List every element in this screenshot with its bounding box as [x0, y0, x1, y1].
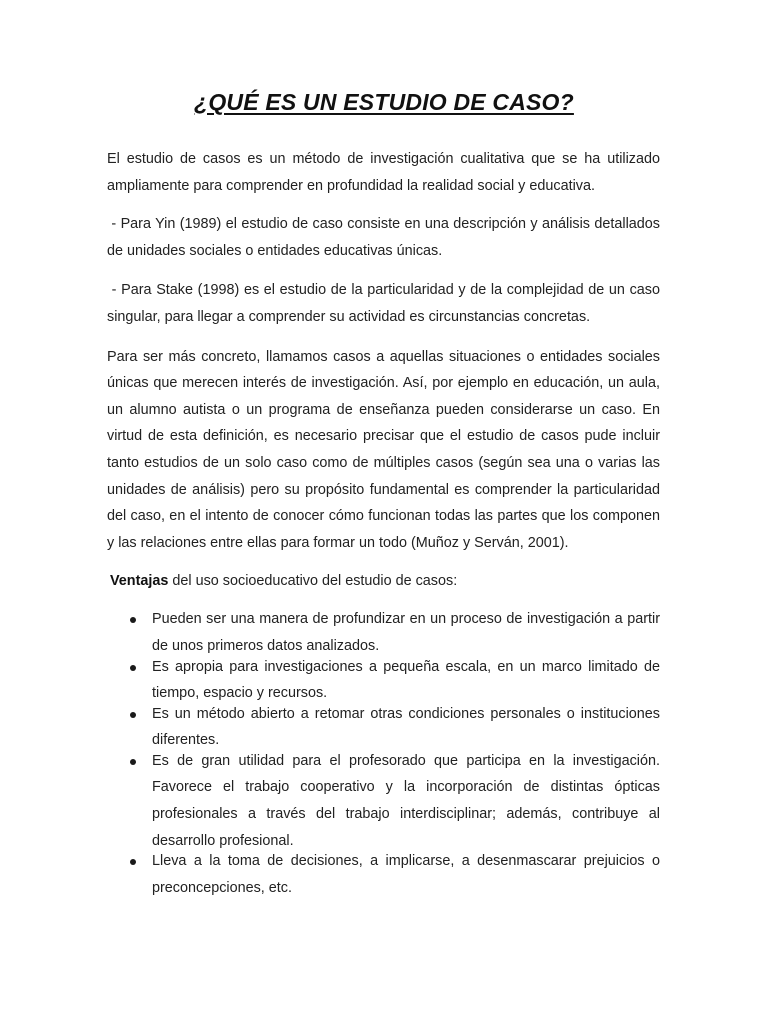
list-item-text: Lleva a la toma de decisiones, a implicarse, a desenmascarar prejuicios o preconcepciones, etc.	[152, 853, 660, 896]
list-item-text: Es apropia para investigaciones a pequeña escala, en un marco limitado de tiempo, espacio y recursos.	[152, 658, 660, 702]
ventajas-heading-text: del uso socioeducativo del estudio de casos:	[168, 573, 458, 590]
list-item-text: Es un método abierto a retomar otras condiciones personales o instituciones diferentes.	[152, 705, 660, 749]
list-item-text: Es de gran utilidad para el profesorado que participa en la investigación. Favorece el trabajo cooperativo y la incorporación de distintas ópticas profesionales a través del trabajo interdisciplinar; además, contribuye al desarrollo profesional.	[152, 752, 660, 849]
list-item	[107, 701, 660, 754]
list-item	[107, 848, 660, 901]
bullet-icon	[130, 617, 136, 623]
bullet-icon	[130, 665, 136, 671]
intro-paragraph: El estudio de casos es un método de investigación cualitativa que se ha utilizado ampliamente para comprender en profundidad la realidad social y educativa.	[107, 151, 660, 194]
bullet-icon	[130, 712, 136, 718]
ventajas-list	[107, 606, 660, 901]
document-body	[107, 146, 664, 896]
ventajas-heading	[110, 568, 660, 594]
page-title: ¿QUÉ ES UN ESTUDIO DE CASO?	[194, 89, 574, 115]
bullet-icon	[130, 759, 136, 765]
concrete-explanation-paragraph: Para ser más concreto, llamamos casos a aquellas situaciones o entidades sociales únicas que merecen interés de investigación. Así, por ejemplo en educación, un aula, un alumno autista o un programa de enseñanza pueden considerarse un caso. En virtud de esta definición, es necesario precisar que el estudio de casos pude incluir tanto estudios de un solo caso como de múltiples casos (según sea una o varias las unidades de análisis) pero su propósito fundamental es comprender la particularidad del caso, en el intento de conocer cómo funcionan todas las partes que los componen y las relaciones entre ellas para formar un todo (Muñoz y Serván, 2001).	[107, 348, 660, 551]
stake-definition-paragraph: - Para Stake (1998) es el estudio de la particularidad y de la complejidad de un caso singular, para llegar a comprender su actividad es circunstancias concretas.	[107, 282, 664, 325]
bullet-icon	[130, 859, 136, 865]
list-item	[107, 654, 660, 707]
list-item	[107, 606, 660, 659]
yin-definition-paragraph: - Para Yin (1989) el estudio de caso consiste en una descripción y análisis detallados de unidades sociales o entidades educativas únicas.	[107, 216, 664, 259]
list-item-text: Pueden ser una manera de profundizar en un proceso de investigación a partir de unos primeros datos analizados.	[152, 611, 660, 654]
list-item	[107, 748, 660, 854]
ventajas-bold-label: Ventajas	[110, 573, 169, 590]
